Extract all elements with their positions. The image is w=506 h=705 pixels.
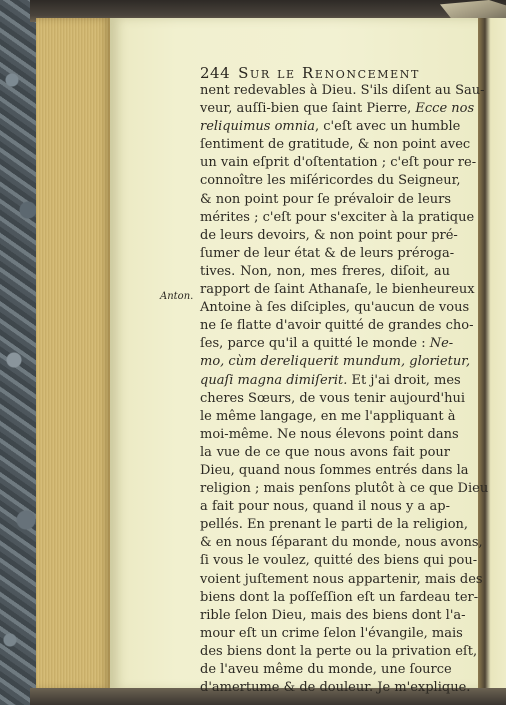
text-line: moi-même. Ne nous élevons point dans [200,426,459,442]
text-line: rible ſelon Dieu, mais des biens dont l'a- [200,607,466,623]
text-line: reliquimus omnia, c'eſt avec un humble [200,119,461,135]
text-line: & non point pour ſe prévaloir de leurs [200,191,452,207]
text-line: mour eſt un crime ſelon l'évangile, mais [200,625,463,641]
text-line: biens dont la poſſeſſion eſt un fardeau ter- [200,589,479,605]
margin-note: Anton. [160,291,194,302]
running-header [200,64,440,82]
text-line: ne ſe flatte d'avoir quitté de grandes cho- [200,318,474,334]
page-number: 244 [200,64,231,82]
text-line: & en nous ſéparant du monde, nous avons, [200,535,483,551]
text-line: connoître les miſéricordes du Seigneur, [200,173,461,189]
text-line: de l'aveu même du monde, une ſource [200,662,452,677]
text-line: religion ; mais penſons plutôt à ce que Dieu [200,481,489,497]
text-line: Dieu, quand nous ſommes entrés dans la [200,462,469,478]
facing-page-edge [478,18,506,690]
text-line: quaſi magna dimiſerit. Et j'ai droit, mes [200,372,461,388]
text-line: tives. Non, non, mes freres, diſoit, au [200,263,450,279]
text-line: des biens dont la perte ou la privation eſt, [200,643,478,659]
text-line: rapport de ſaint Athanaſe, le bienheureux [200,282,475,298]
text-line: pellés. En prenant le parti de la religion, [200,517,469,533]
text-line: ſentiment de gratitude, & non point avec [200,137,471,153]
text-line: ſumer de leur état & de leurs préroga- [200,245,455,261]
running-title: Sur le Renoncement [238,64,420,82]
text-line: mo, cùm dereliquerit mundum, glorietur, [200,354,471,370]
text-line: un vain eſprit d'oſtentation ; c'eſt pour re- [200,155,477,171]
page-edges [36,18,112,690]
text-line: a fait pour nous, quand il nous y a ap- [200,499,450,515]
text-line: mérites ; c'eſt pour s'exciter à la pratique [200,209,475,225]
text-line: le même langage, en me l'appliquant à [200,408,456,424]
marbled-cover [0,0,40,705]
text-line: cheres Sœurs, de vous tenir aujourd'hui [200,390,465,406]
text-line: voient juſtement nous appartenir, mais des [200,571,483,587]
text-line: nent redevables à Dieu. S'ils diſent au Sau- [200,83,485,98]
text-line: de leurs devoirs, & non point pour pré- [200,227,458,243]
text-line: Antoine à ſes diſciples, qu'aucun de vous [200,300,470,316]
text-line: ſes, parce qu'il a quitté le monde : Ne- [200,336,454,352]
text-line: d'amertume & de douleur. Je m'explique. [200,680,471,696]
text-line: ſi vous le voulez, quitté des biens qui pou- [200,553,478,569]
body-text [200,82,489,697]
text-line: la vue de ce que nous avons fait pour [200,444,450,460]
text-line: veur, auſſi-bien que ſaint Pierre, Ecce nos [200,101,475,117]
